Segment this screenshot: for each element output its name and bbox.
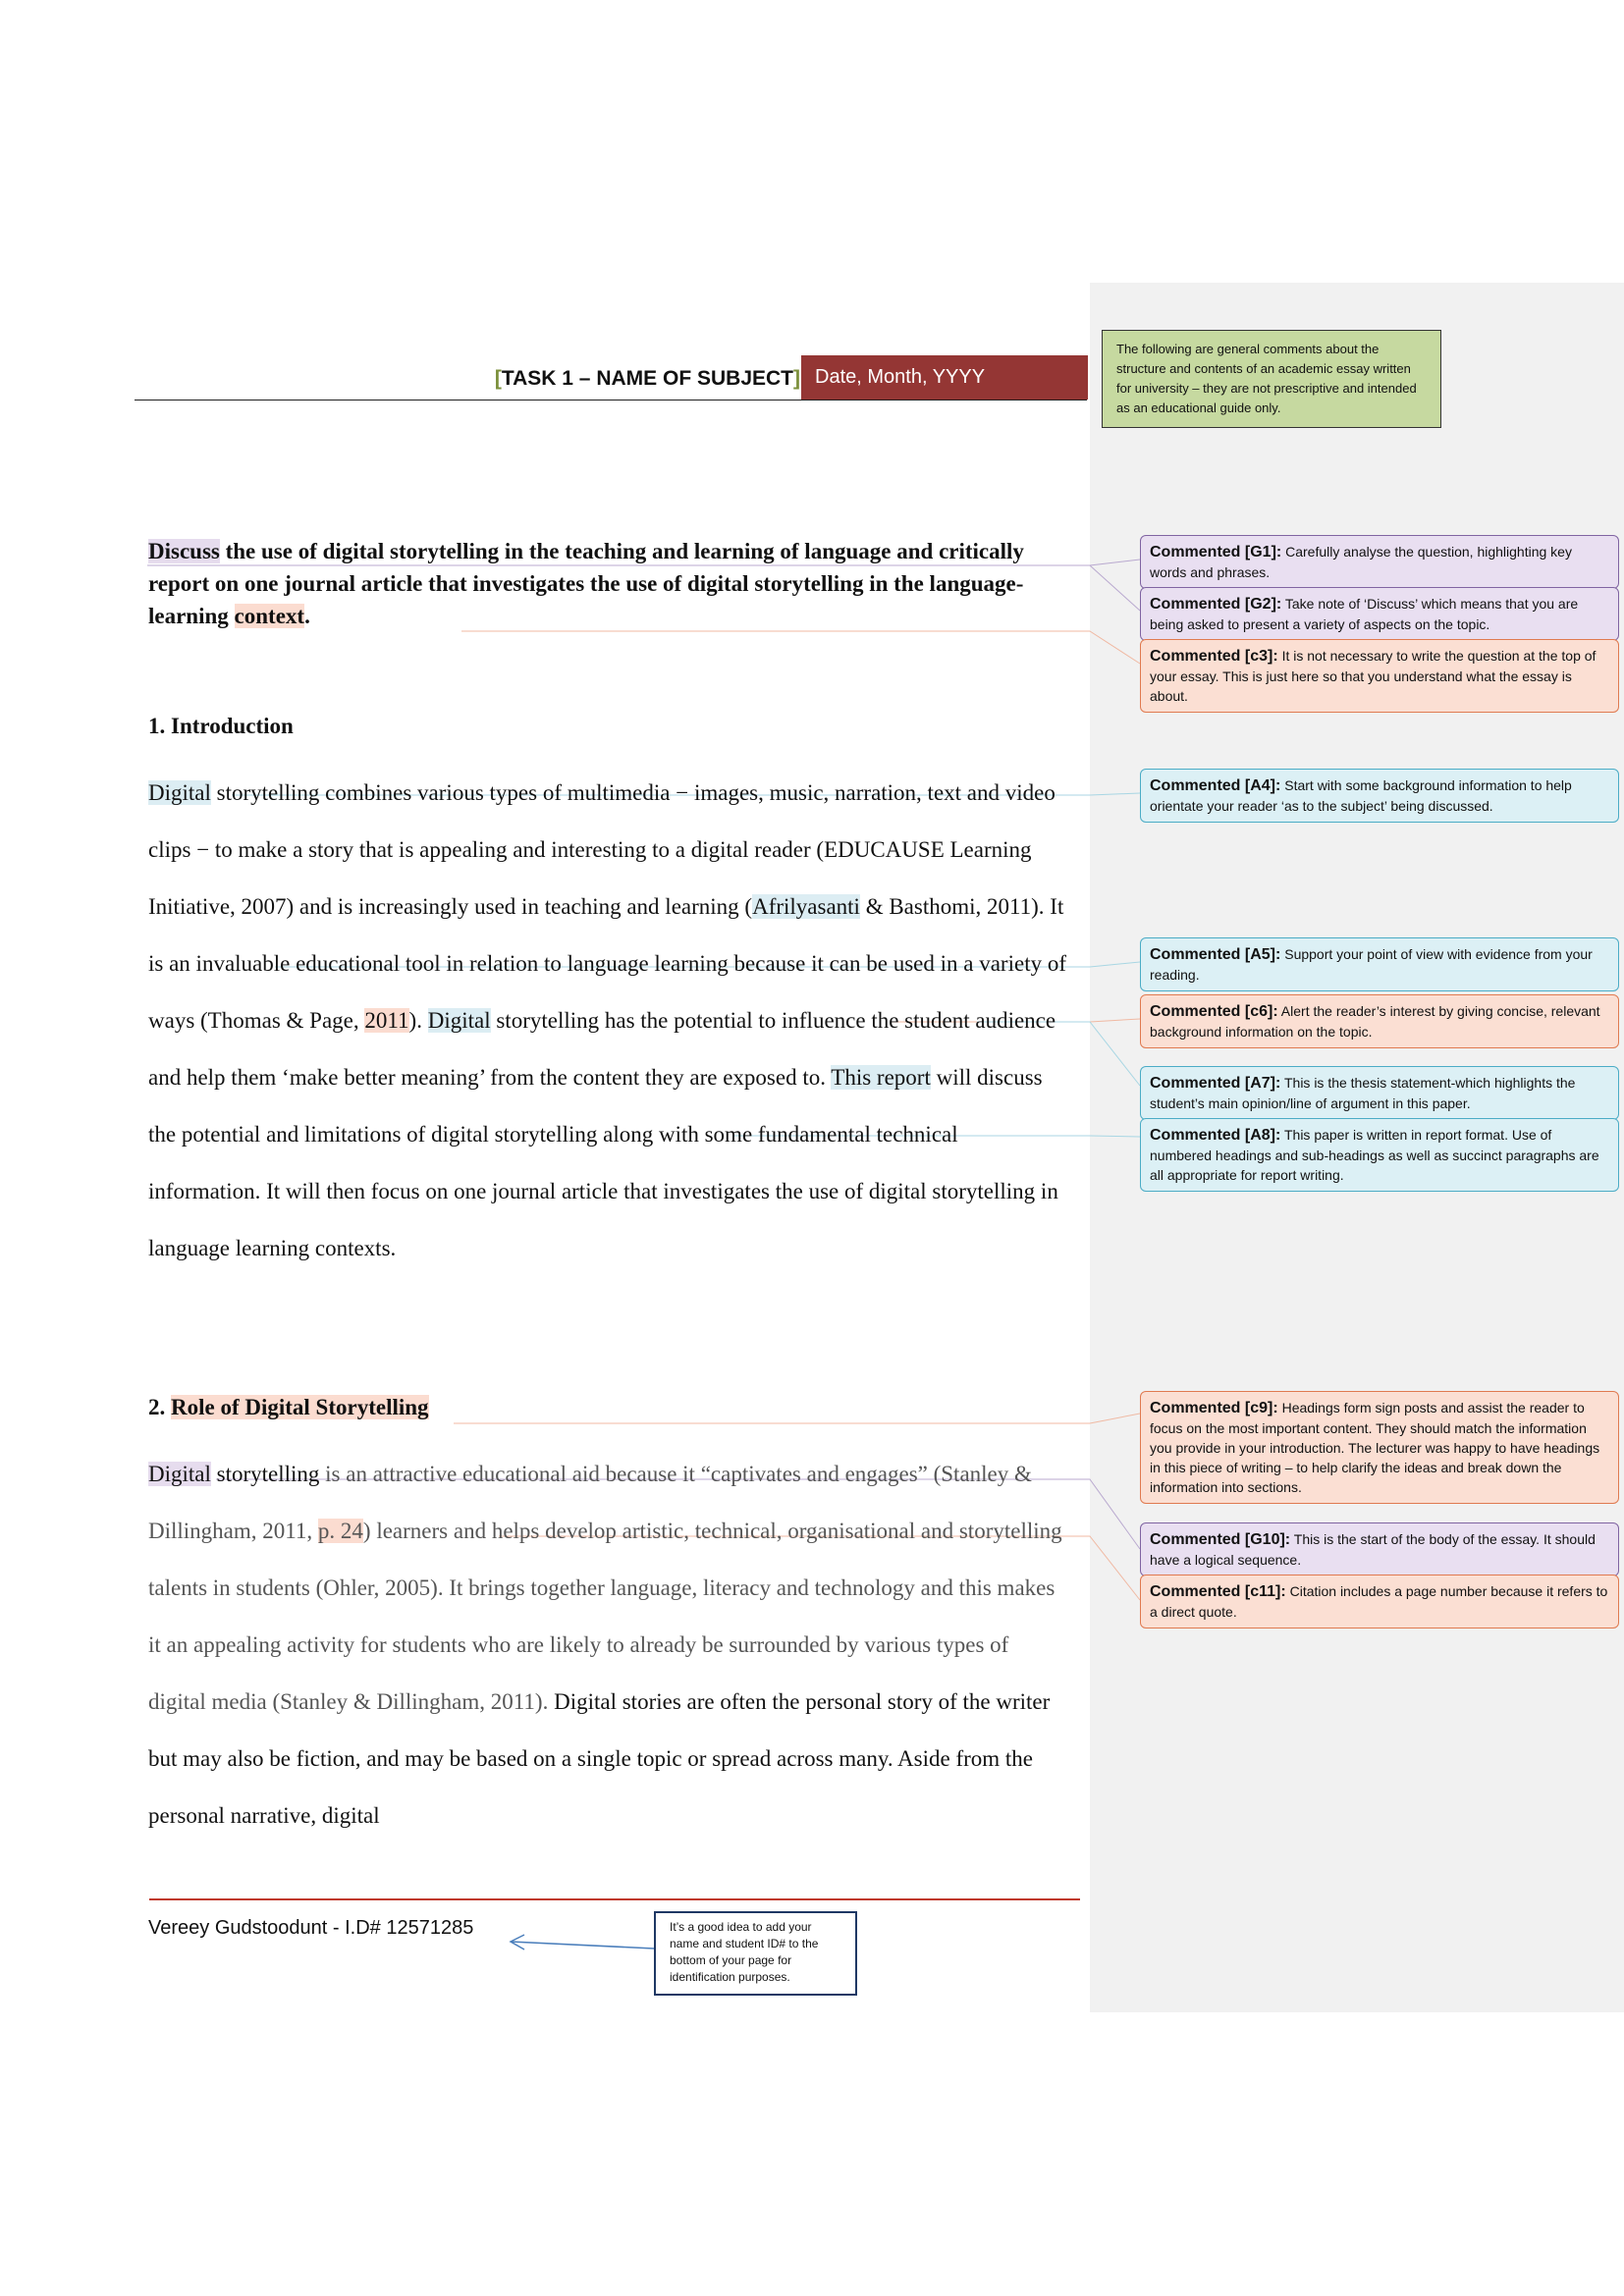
comment-a8[interactable] (1140, 1118, 1619, 1192)
role-text-3: ) learners and helps develop artistic, technical, organisational and storytelling talents in students (Ohler, 2005). It brings together language, literacy and technology and this makes it an appealing activity for students who are likely to already be surrounded by various types of digital media (Stanley & Dillingham, 2011). (148, 1519, 1062, 1714)
intro-text-2: & Basthomi, 2011). It is an invaluable educational tool in relation to language learning because it can be used in a variety of ways (Thomas & Page, (148, 894, 1066, 1033)
footer-tip-note: It’s a good idea to add your name and student ID# to the bottom of your page for identification purposes. (654, 1911, 857, 1996)
section-heading-introduction: 1. Introduction (148, 714, 294, 738)
header-date: Date, Month, YYYY (801, 355, 1088, 400)
header-subject-text: TASK 1 – NAME OF SUBJECT (501, 367, 793, 390)
comment-g10[interactable] (1140, 1522, 1619, 1576)
comment-label: Commented [G2]: (1150, 596, 1282, 613)
intro-text-4: storytelling has the potential to influence the student audience and help them ‘make better meaning’ from the content they are exposed to. (148, 1008, 1056, 1090)
comment-text: This is the thesis statement-which highlights the student’s main opinion/line of argument in this paper. (1150, 1075, 1576, 1111)
comment-c6[interactable] (1140, 994, 1619, 1048)
comment-label: Commented [A4]: (1150, 777, 1281, 794)
comment-text: Citation includes a page number because it refers to a direct quote. (1150, 1583, 1608, 1620)
connector-c3 (461, 631, 1140, 664)
role-text-2: is an attractive educational aid because it “captivates and engages” (Stanley & Dillingham, 2011, (148, 1462, 1032, 1543)
comment-anchor-this-report[interactable]: This report (831, 1065, 931, 1090)
comment-text: Support your point of view with evidence from your reading. (1150, 946, 1593, 983)
comment-anchor-digital[interactable]: Digital (148, 780, 211, 805)
question-end: . (304, 604, 310, 628)
question-text: the use of digital storytelling in the teaching and learning of language and critically report on one journal article that investigates the use of digital storytelling in the language-learning (148, 539, 1024, 628)
comment-label: Commented [c3]: (1150, 648, 1278, 665)
introduction-paragraph (148, 765, 1071, 1277)
comment-label: Commented [A8]: (1150, 1127, 1281, 1144)
comment-c9[interactable] (1140, 1391, 1619, 1504)
comment-g1[interactable] (1140, 535, 1619, 589)
comment-anchor-heading[interactable]: Role of Digital Storytelling (171, 1395, 429, 1419)
comment-label: Commented [G10]: (1150, 1531, 1291, 1548)
comment-a4[interactable] (1140, 769, 1619, 823)
comment-anchor-page-24[interactable]: p. 24 (317, 1519, 363, 1543)
header-bracket-close: ] (793, 367, 800, 390)
comment-text: It is not necessary to write the question at the top of your essay. This is just here so that you understand what the essay is about. (1150, 648, 1597, 704)
comment-label: Commented [c11]: (1150, 1583, 1286, 1600)
comment-anchor-context[interactable]: context (234, 604, 305, 628)
comment-label: Commented [A5]: (1150, 946, 1281, 963)
comment-anchor-discuss[interactable]: Discuss (148, 539, 220, 563)
general-note: The following are general comments about the structure and contents of an academic essay written for university – they are not prescriptive and intended as an educational guide only. (1102, 330, 1441, 428)
comment-a5[interactable] (1140, 937, 1619, 991)
comment-label: Commented [A7]: (1150, 1075, 1281, 1092)
comment-text: This paper is written in report format. Use of numbered headings and sub-headings as well as succinct paragraphs are all appropriate for report writing. (1150, 1127, 1599, 1183)
comment-label: Commented [G1]: (1150, 544, 1282, 561)
footer-arrow (511, 1935, 654, 1949)
comment-c11[interactable] (1140, 1575, 1619, 1629)
role-paragraph (148, 1446, 1071, 1844)
comment-text: Headings form sign posts and assist the reader to focus on the most important content. They should match the information you provide in your introduction. The lecturer was happy to have headings in this piece of writing – to help clarify the ideas and break down the information into sections. (1150, 1400, 1600, 1495)
section-heading-number: 2. (148, 1395, 171, 1419)
intro-text-3: ). (408, 1008, 428, 1033)
essay-question (148, 535, 1071, 632)
header-subject-title (486, 361, 800, 397)
comment-anchor-2011[interactable]: 2011 (364, 1008, 409, 1033)
comment-text: Carefully analyse the question, highlighting key words and phrases. (1150, 544, 1572, 580)
comment-text: Alert the reader’s interest by giving concise, relevant background information on the topic. (1150, 1003, 1600, 1040)
comment-anchor-afrilyasanti[interactable]: Afrilyasanti (752, 894, 860, 919)
comment-g2[interactable] (1140, 587, 1619, 641)
comment-anchor-digital-thesis[interactable]: Digital (427, 1008, 491, 1033)
role-text-1: storytelling (210, 1462, 320, 1486)
comment-a7[interactable] (1140, 1066, 1619, 1120)
footer-rule (149, 1898, 1080, 1900)
header-bracket-open: [ (494, 367, 502, 390)
intro-text-5: will discuss the potential and limitations of digital storytelling along with some fundamental technical information. It will then focus on one journal article that investigates the use of digital storytelling in language learning contexts. (148, 1065, 1058, 1260)
comment-label: Commented [c6]: (1150, 1003, 1278, 1020)
comment-c3[interactable] (1140, 639, 1619, 713)
comment-text: Start with some background information to help orientate your reader ‘as to the subject’ being discussed. (1150, 777, 1572, 814)
comment-text: Take note of ‘Discuss’ which means that you are being asked to present a variety of aspects on the topic. (1150, 596, 1579, 632)
comment-text: This is the start of the body of the essay. It should have a logical sequence. (1150, 1531, 1596, 1568)
intro-text-1: storytelling combines various types of multimedia − images, music, narration, text and video clips − to make a story that is appealing and interesting to a digital reader (EDUCAUSE Learning Initiative, 2007) and is increasingly used in teaching and learning ( (148, 780, 1056, 919)
role-text-4: Digital stories are often the personal story of the writer but may also be fiction, and may be based on a single topic or spread across many. Aside from the personal narrative, digital (148, 1689, 1051, 1828)
footer-student-id: Vereey Gudstoodunt - I.D# 12571285 (148, 1917, 474, 1939)
comment-anchor-digital-body[interactable]: Digital (148, 1462, 211, 1486)
section-heading-role (148, 1390, 1071, 1425)
comment-label: Commented [c9]: (1150, 1400, 1278, 1416)
